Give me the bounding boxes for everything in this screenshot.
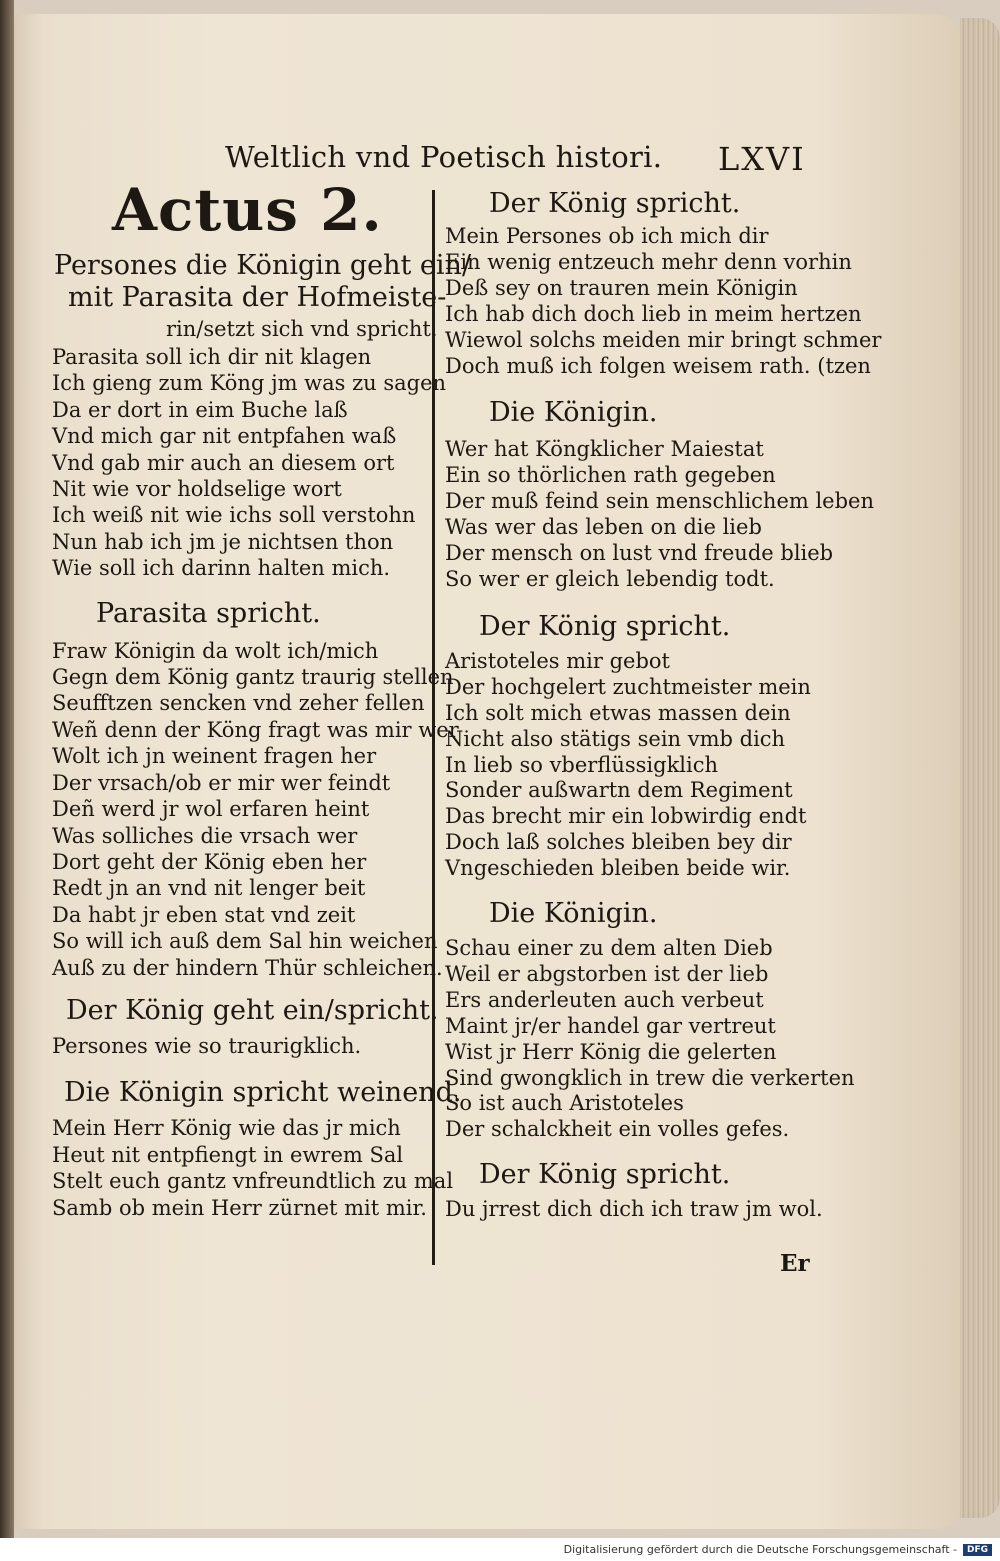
verse-line: Wer hat Köngklicher Maiestat	[445, 437, 764, 462]
verse-line: Maint jr/er handel gar vertreut	[445, 1013, 776, 1038]
speech	[445, 649, 881, 882]
speech	[445, 936, 881, 1143]
verse-line: Deñ werd jr wol erfaren heint	[52, 797, 370, 822]
speaker-heading: Parasita spricht.	[96, 597, 321, 629]
verse-line: In lieb so vberflüssigklich	[445, 752, 719, 777]
verse-line: Der muß feind sein menschlichem leben	[445, 489, 875, 514]
verse-line: Dort geht der König eben her	[52, 849, 367, 874]
verse-line: Weil er abgstorben ist der lieb	[445, 961, 769, 986]
speech	[445, 1197, 881, 1223]
verse-line: Ers anderleuten auch verbeut	[445, 987, 764, 1012]
speaker-heading: Die Königin spricht weinend.	[64, 1077, 462, 1109]
speech	[52, 1115, 471, 1221]
verse-line: Vnd gab mir auch an diesem ort	[52, 450, 395, 475]
verse-line: Wie soll ich darinn halten mich.	[52, 556, 391, 581]
verse-line: Nicht also stätigs sein vmb dich	[445, 726, 786, 751]
speaker-heading: Der König spricht.	[479, 1159, 731, 1191]
running-title: Weltlich vnd Poetisch histori.	[225, 140, 663, 174]
verse-line: Heut nit entpfiengt in ewrem Sal	[52, 1142, 404, 1167]
speech	[52, 344, 471, 582]
verse-line: Der mensch on lust vnd freude blieb	[445, 541, 834, 566]
verse-line: Wolt ich jn weinent fragen her	[52, 744, 377, 769]
verse-line: Nun hab ich jm je nichtsen thon	[52, 529, 394, 554]
speech	[445, 224, 881, 379]
verse-line: Gegn dem König gantz traurig stellen	[52, 665, 454, 690]
verse-line: Auß zu der hindern Thür schleichen.	[52, 955, 443, 980]
verse-line: Ich hab dich doch lieb in meim hertzen	[445, 301, 862, 326]
verse-line: Vnd mich gar nit entpfahen waß	[52, 424, 397, 449]
stage-direction	[52, 250, 471, 344]
verse-line: Was wer das leben on die lieb	[445, 515, 762, 540]
verse-line: Aristoteles mir gebot	[445, 648, 670, 673]
verse-line: Da er dort in eim Buche laß	[52, 397, 348, 422]
verse-line: Nit wie vor holdselige wort	[52, 477, 342, 502]
verse-line: Doch laß solches bleiben bey dir	[445, 830, 792, 855]
verse-line: Vngeschieden bleiben beide wir.	[445, 856, 791, 881]
verse-line: Das brecht mir ein lobwirdig endt	[445, 804, 807, 829]
footer-credit-text: Digitalisierung gefördert durch die Deutsche Forschungsgemeinschaft -	[563, 1543, 957, 1556]
verse-line: So ist auch Aristoteles	[445, 1091, 684, 1116]
act-title: Actus 2.	[112, 176, 383, 244]
verse-line: Ein wenig entzeuch mehr denn vorhin	[445, 249, 852, 274]
stage-direction-line: Persones die Königin geht ein/	[54, 250, 472, 281]
verse-line: Was solliches die vrsach wer	[52, 823, 358, 848]
verse-line: Sonder außwartn dem Regiment	[445, 778, 793, 803]
verse-line: Ich weiß nit wie ichs soll verstohn	[52, 503, 416, 528]
speaker-heading: Die Königin.	[489, 898, 658, 930]
verse-line: So will ich auß dem Sal hin weichen	[52, 929, 438, 954]
verse-line: Persones wie so traurigklich.	[52, 1033, 362, 1058]
folio-number: LXVI	[718, 140, 806, 178]
verse-line: Ich solt mich etwas massen dein	[445, 700, 791, 725]
verse-line: Stelt euch gantz vnfreundtlich zu mal	[52, 1169, 454, 1194]
speech	[445, 437, 881, 592]
verse-line: Ein so thörlichen rath gegeben	[445, 463, 776, 488]
stage-direction-line: rin/setzt sich vnd spricht.	[166, 317, 438, 341]
verse-line: Da habt jr eben stat vnd zeit	[52, 902, 356, 927]
speaker-heading: Der König spricht.	[479, 610, 731, 642]
verse-line: Seufftzen sencken vnd zeher fellen	[52, 691, 425, 716]
verse-line: Fraw Königin da wolt ich/mich	[52, 638, 379, 663]
verse-line: Weñ denn der Köng fragt was mir wer	[52, 717, 459, 742]
verse-line: Der hochgelert zuchtmeister mein	[445, 674, 811, 699]
speaker-heading: Der König spricht.	[489, 188, 741, 219]
speech	[52, 638, 471, 981]
binding-shadow	[0, 0, 14, 1561]
verse-line: Der schalckheit ein volles gefes.	[445, 1117, 790, 1142]
verse-line: Mein Persones ob ich mich dir	[445, 224, 769, 248]
verse-line: So wer er gleich lebendig todt.	[445, 566, 775, 591]
right-column	[445, 188, 881, 1223]
speaker-heading: Die Königin.	[489, 397, 658, 429]
verse-line: Mein Herr König wie das jr mich	[52, 1116, 401, 1141]
catchword: Er	[780, 1250, 810, 1277]
left-column	[52, 250, 471, 1221]
verse-line: Parasita soll ich dir nit klagen	[52, 345, 372, 369]
verse-line: Der vrsach/ob er mir wer feindt	[52, 770, 391, 795]
verse-line: Redt jn an vnd nit lenger beit	[52, 876, 366, 901]
verse-line: Wiewol solchs meiden mir bringt schmer	[445, 327, 882, 352]
verse-line: Schau einer zu dem alten Dieb	[445, 936, 773, 961]
stage-direction-line: mit Parasita der Hofmeiste-	[68, 282, 447, 313]
speech	[52, 1033, 471, 1059]
verse-line: Samb ob mein Herr zürnet mit mir.	[52, 1195, 427, 1220]
verse-line: Deß sey on trauren mein Königin	[445, 275, 798, 300]
speaker-heading: Der König geht ein/spricht.	[66, 994, 439, 1026]
dfg-logo: DFG	[963, 1544, 992, 1556]
verse-line: Doch muß ich folgen weisem rath. (tzen	[445, 353, 871, 378]
page-edges	[960, 18, 1000, 1518]
digitization-footer	[0, 1538, 1000, 1561]
verse-line: Sind gwongklich in trew die verkerten	[445, 1065, 855, 1090]
verse-line: Wist jr Herr König die gelerten	[445, 1039, 777, 1064]
verse-line: Du jrrest dich dich ich traw jm wol.	[445, 1197, 823, 1222]
verse-line: Ich gieng zum Köng jm was zu sagen	[52, 371, 447, 396]
